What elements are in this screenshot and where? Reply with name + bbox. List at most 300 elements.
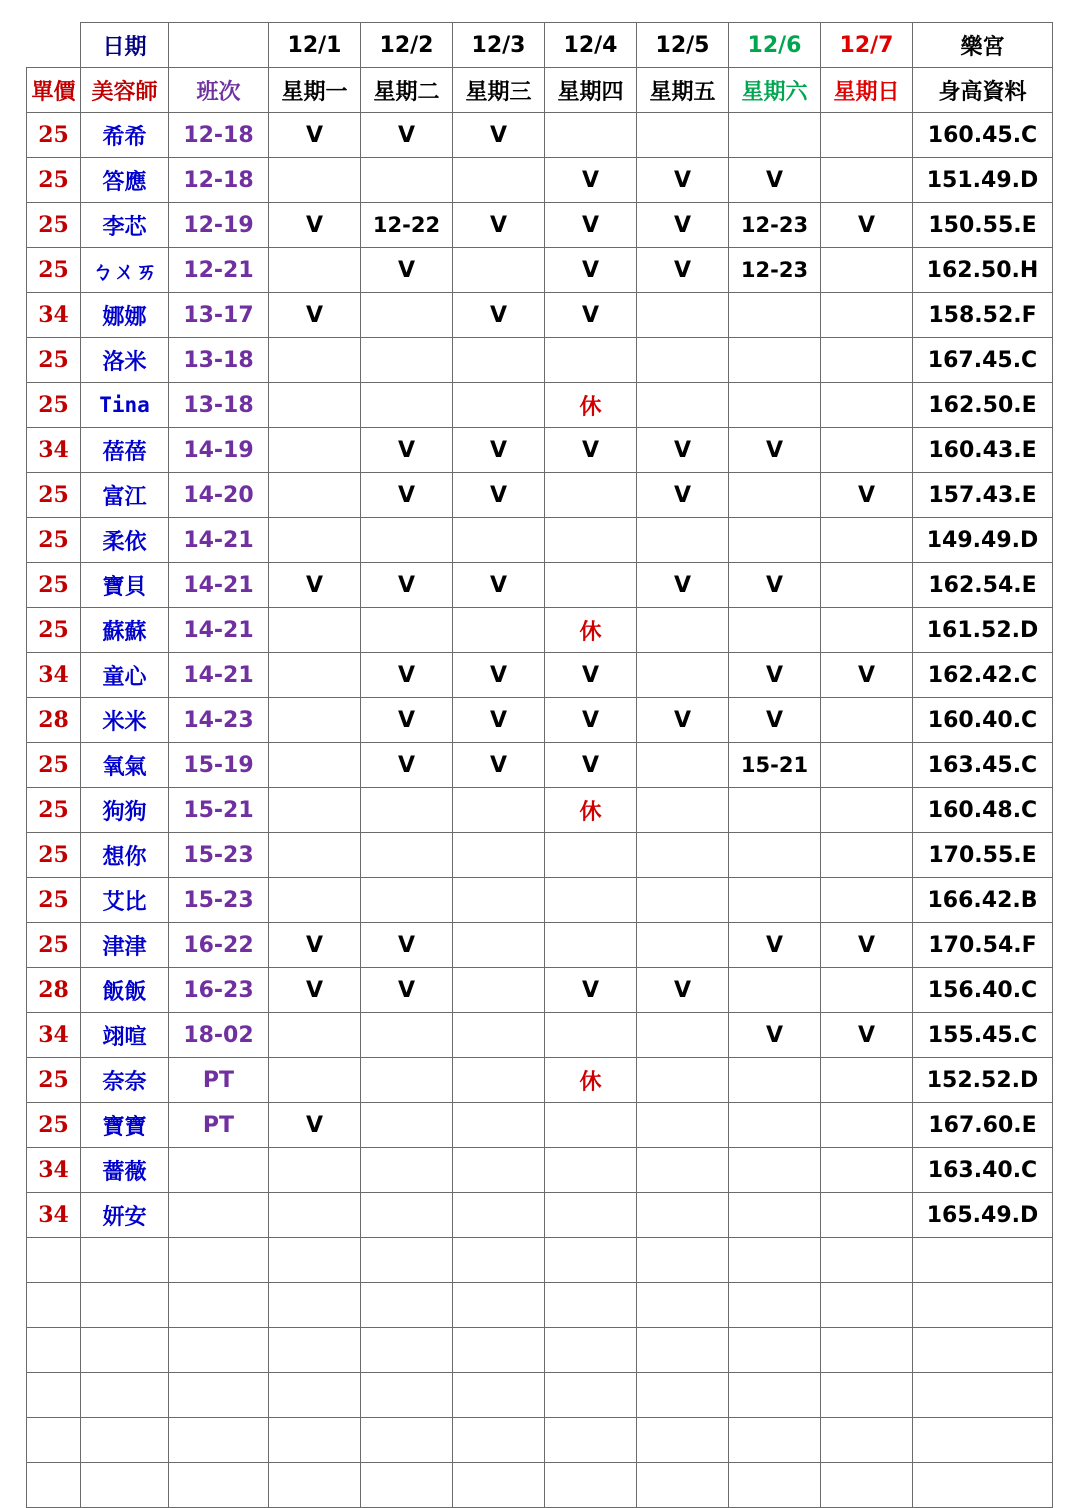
cell-day-5[interactable] bbox=[637, 1238, 729, 1283]
cell-day-7[interactable] bbox=[821, 1283, 913, 1328]
cell-unit-price[interactable]: 25 bbox=[27, 1103, 81, 1148]
cell-beautician-name[interactable] bbox=[81, 1463, 169, 1508]
cell-beautician-name[interactable]: 答應 bbox=[81, 158, 169, 203]
cell-height-info[interactable]: 170.54.F bbox=[913, 923, 1053, 968]
cell-day-6[interactable] bbox=[729, 1103, 821, 1148]
cell-day-5[interactable]: V bbox=[637, 563, 729, 608]
cell-day-3[interactable] bbox=[453, 1418, 545, 1463]
cell-day-4[interactable]: 休 bbox=[545, 383, 637, 428]
cell-day-6[interactable]: V bbox=[729, 698, 821, 743]
cell-day-2[interactable] bbox=[361, 1193, 453, 1238]
cell-day-3[interactable] bbox=[453, 1013, 545, 1058]
cell-day-4[interactable] bbox=[545, 1463, 637, 1508]
cell-day-2[interactable] bbox=[361, 1103, 453, 1148]
cell-beautician-name[interactable]: 薔薇 bbox=[81, 1148, 169, 1193]
cell-day-7[interactable] bbox=[821, 833, 913, 878]
cell-shift[interactable] bbox=[169, 1373, 269, 1418]
cell-day-7[interactable] bbox=[821, 563, 913, 608]
cell-day-5[interactable] bbox=[637, 293, 729, 338]
cell-unit-price[interactable]: 25 bbox=[27, 923, 81, 968]
cell-day-5[interactable]: V bbox=[637, 248, 729, 293]
cell-day-2[interactable] bbox=[361, 1238, 453, 1283]
cell-shift[interactable]: 18-02 bbox=[169, 1013, 269, 1058]
cell-height-info[interactable]: 160.48.C bbox=[913, 788, 1053, 833]
cell-day-6[interactable]: V bbox=[729, 563, 821, 608]
cell-day-3[interactable] bbox=[453, 1103, 545, 1148]
cell-day-1[interactable]: V bbox=[269, 1103, 361, 1148]
cell-day-4[interactable] bbox=[545, 1418, 637, 1463]
cell-shift[interactable]: 14-21 bbox=[169, 563, 269, 608]
cell-height-info[interactable]: 167.45.C bbox=[913, 338, 1053, 383]
cell-day-3[interactable] bbox=[453, 1463, 545, 1508]
cell-height-info[interactable]: 162.54.E bbox=[913, 563, 1053, 608]
cell-beautician-name[interactable]: 氧氣 bbox=[81, 743, 169, 788]
cell-day-5[interactable] bbox=[637, 653, 729, 698]
cell-day-2[interactable] bbox=[361, 1148, 453, 1193]
cell-unit-price[interactable]: 25 bbox=[27, 383, 81, 428]
cell-shift[interactable]: 15-21 bbox=[169, 788, 269, 833]
cell-day-1[interactable] bbox=[269, 473, 361, 518]
cell-shift[interactable] bbox=[169, 1418, 269, 1463]
cell-day-5[interactable] bbox=[637, 1328, 729, 1373]
cell-day-2[interactable] bbox=[361, 518, 453, 563]
cell-day-7[interactable] bbox=[821, 248, 913, 293]
cell-day-3[interactable] bbox=[453, 788, 545, 833]
cell-day-6[interactable] bbox=[729, 1148, 821, 1193]
cell-day-6[interactable]: V bbox=[729, 653, 821, 698]
cell-day-7[interactable] bbox=[821, 1418, 913, 1463]
cell-day-4[interactable] bbox=[545, 923, 637, 968]
cell-day-2[interactable] bbox=[361, 158, 453, 203]
cell-beautician-name[interactable]: 洛米 bbox=[81, 338, 169, 383]
cell-day-3[interactable]: V bbox=[453, 698, 545, 743]
cell-day-6[interactable] bbox=[729, 968, 821, 1013]
cell-height-info[interactable]: 162.42.C bbox=[913, 653, 1053, 698]
cell-beautician-name[interactable] bbox=[81, 1283, 169, 1328]
cell-unit-price[interactable]: 34 bbox=[27, 428, 81, 473]
cell-day-2[interactable]: 12-22 bbox=[361, 203, 453, 248]
cell-beautician-name[interactable]: 蘇蘇 bbox=[81, 608, 169, 653]
cell-day-4[interactable] bbox=[545, 1013, 637, 1058]
cell-day-1[interactable] bbox=[269, 608, 361, 653]
cell-unit-price[interactable]: 25 bbox=[27, 788, 81, 833]
cell-unit-price[interactable]: 25 bbox=[27, 338, 81, 383]
cell-day-7[interactable]: V bbox=[821, 653, 913, 698]
cell-day-4[interactable] bbox=[545, 113, 637, 158]
cell-day-5[interactable] bbox=[637, 1058, 729, 1103]
cell-day-5[interactable] bbox=[637, 923, 729, 968]
cell-day-5[interactable]: V bbox=[637, 698, 729, 743]
cell-day-1[interactable] bbox=[269, 1283, 361, 1328]
cell-day-3[interactable] bbox=[453, 338, 545, 383]
cell-unit-price[interactable] bbox=[27, 1238, 81, 1283]
cell-day-5[interactable] bbox=[637, 1373, 729, 1418]
cell-shift[interactable]: 15-23 bbox=[169, 833, 269, 878]
cell-day-7[interactable] bbox=[821, 1148, 913, 1193]
cell-day-4[interactable] bbox=[545, 338, 637, 383]
cell-beautician-name[interactable]: 艾比 bbox=[81, 878, 169, 923]
cell-day-3[interactable]: V bbox=[453, 293, 545, 338]
cell-beautician-name[interactable]: 妍安 bbox=[81, 1193, 169, 1238]
cell-shift[interactable]: 14-19 bbox=[169, 428, 269, 473]
cell-day-7[interactable] bbox=[821, 698, 913, 743]
cell-day-2[interactable] bbox=[361, 1463, 453, 1508]
cell-shift[interactable] bbox=[169, 1283, 269, 1328]
cell-day-6[interactable] bbox=[729, 473, 821, 518]
cell-day-2[interactable] bbox=[361, 1013, 453, 1058]
cell-beautician-name[interactable]: 飯飯 bbox=[81, 968, 169, 1013]
cell-day-6[interactable] bbox=[729, 1058, 821, 1103]
cell-day-6[interactable] bbox=[729, 1328, 821, 1373]
cell-day-7[interactable] bbox=[821, 788, 913, 833]
cell-height-info[interactable]: 161.52.D bbox=[913, 608, 1053, 653]
cell-height-info[interactable]: 158.52.F bbox=[913, 293, 1053, 338]
cell-day-7[interactable] bbox=[821, 383, 913, 428]
cell-height-info[interactable]: 160.45.C bbox=[913, 113, 1053, 158]
cell-day-5[interactable] bbox=[637, 1193, 729, 1238]
cell-shift[interactable]: 12-18 bbox=[169, 113, 269, 158]
cell-day-6[interactable] bbox=[729, 1418, 821, 1463]
cell-day-1[interactable] bbox=[269, 158, 361, 203]
cell-beautician-name[interactable]: 童心 bbox=[81, 653, 169, 698]
cell-height-info[interactable] bbox=[913, 1463, 1053, 1508]
cell-day-2[interactable]: V bbox=[361, 923, 453, 968]
cell-day-6[interactable]: 12-23 bbox=[729, 203, 821, 248]
cell-day-3[interactable] bbox=[453, 1328, 545, 1373]
cell-shift[interactable]: 13-18 bbox=[169, 383, 269, 428]
cell-day-1[interactable]: V bbox=[269, 203, 361, 248]
cell-day-6[interactable] bbox=[729, 608, 821, 653]
cell-day-1[interactable] bbox=[269, 1193, 361, 1238]
cell-day-4[interactable] bbox=[545, 1103, 637, 1148]
cell-height-info[interactable] bbox=[913, 1283, 1053, 1328]
cell-day-7[interactable] bbox=[821, 968, 913, 1013]
cell-shift[interactable]: 14-21 bbox=[169, 608, 269, 653]
cell-height-info[interactable]: 160.40.C bbox=[913, 698, 1053, 743]
cell-unit-price[interactable]: 25 bbox=[27, 833, 81, 878]
cell-day-3[interactable] bbox=[453, 383, 545, 428]
cell-day-5[interactable]: V bbox=[637, 968, 729, 1013]
cell-beautician-name[interactable]: 蓓蓓 bbox=[81, 428, 169, 473]
cell-day-1[interactable] bbox=[269, 1148, 361, 1193]
cell-unit-price[interactable]: 25 bbox=[27, 1058, 81, 1103]
cell-unit-price[interactable]: 28 bbox=[27, 698, 81, 743]
cell-day-1[interactable] bbox=[269, 518, 361, 563]
cell-height-info[interactable]: 151.49.D bbox=[913, 158, 1053, 203]
cell-unit-price[interactable] bbox=[27, 1283, 81, 1328]
cell-day-6[interactable]: 12-23 bbox=[729, 248, 821, 293]
cell-day-6[interactable] bbox=[729, 1193, 821, 1238]
cell-day-3[interactable] bbox=[453, 1148, 545, 1193]
cell-shift[interactable] bbox=[169, 1238, 269, 1283]
cell-height-info[interactable] bbox=[913, 1328, 1053, 1373]
cell-day-1[interactable] bbox=[269, 1238, 361, 1283]
cell-day-4[interactable]: 休 bbox=[545, 1058, 637, 1103]
cell-day-5[interactable] bbox=[637, 1148, 729, 1193]
cell-beautician-name[interactable] bbox=[81, 1418, 169, 1463]
cell-day-7[interactable]: V bbox=[821, 473, 913, 518]
cell-unit-price[interactable]: 28 bbox=[27, 968, 81, 1013]
cell-beautician-name[interactable]: 米米 bbox=[81, 698, 169, 743]
cell-day-5[interactable] bbox=[637, 1418, 729, 1463]
cell-height-info[interactable]: 152.52.D bbox=[913, 1058, 1053, 1103]
cell-day-6[interactable] bbox=[729, 1238, 821, 1283]
cell-height-info[interactable]: 170.55.E bbox=[913, 833, 1053, 878]
cell-height-info[interactable] bbox=[913, 1418, 1053, 1463]
cell-day-4[interactable] bbox=[545, 878, 637, 923]
cell-day-4[interactable] bbox=[545, 1283, 637, 1328]
cell-day-3[interactable]: V bbox=[453, 203, 545, 248]
cell-day-6[interactable] bbox=[729, 788, 821, 833]
cell-day-3[interactable] bbox=[453, 878, 545, 923]
cell-beautician-name[interactable]: 娜娜 bbox=[81, 293, 169, 338]
cell-beautician-name[interactable]: 寶寶 bbox=[81, 1103, 169, 1148]
cell-beautician-name[interactable]: 奈奈 bbox=[81, 1058, 169, 1103]
cell-day-6[interactable]: V bbox=[729, 428, 821, 473]
cell-day-4[interactable]: V bbox=[545, 428, 637, 473]
cell-shift[interactable]: 15-23 bbox=[169, 878, 269, 923]
cell-day-1[interactable]: V bbox=[269, 563, 361, 608]
cell-unit-price[interactable]: 34 bbox=[27, 653, 81, 698]
cell-unit-price[interactable]: 25 bbox=[27, 203, 81, 248]
cell-beautician-name[interactable]: 柔依 bbox=[81, 518, 169, 563]
cell-height-info[interactable]: 166.42.B bbox=[913, 878, 1053, 923]
cell-day-6[interactable] bbox=[729, 1283, 821, 1328]
cell-day-3[interactable] bbox=[453, 1193, 545, 1238]
cell-day-2[interactable]: V bbox=[361, 698, 453, 743]
cell-height-info[interactable]: 163.40.C bbox=[913, 1148, 1053, 1193]
cell-day-3[interactable] bbox=[453, 518, 545, 563]
cell-day-2[interactable] bbox=[361, 383, 453, 428]
cell-day-4[interactable]: 休 bbox=[545, 788, 637, 833]
cell-height-info[interactable]: 149.49.D bbox=[913, 518, 1053, 563]
cell-beautician-name[interactable]: 寶貝 bbox=[81, 563, 169, 608]
cell-day-7[interactable] bbox=[821, 878, 913, 923]
cell-day-2[interactable]: V bbox=[361, 428, 453, 473]
cell-day-4[interactable]: V bbox=[545, 653, 637, 698]
cell-day-5[interactable] bbox=[637, 608, 729, 653]
cell-day-3[interactable] bbox=[453, 1238, 545, 1283]
cell-unit-price[interactable]: 25 bbox=[27, 608, 81, 653]
cell-day-3[interactable] bbox=[453, 833, 545, 878]
cell-day-4[interactable] bbox=[545, 473, 637, 518]
cell-day-5[interactable] bbox=[637, 743, 729, 788]
cell-day-2[interactable] bbox=[361, 788, 453, 833]
cell-day-5[interactable] bbox=[637, 383, 729, 428]
cell-day-6[interactable] bbox=[729, 1463, 821, 1508]
cell-day-3[interactable]: V bbox=[453, 563, 545, 608]
cell-day-2[interactable] bbox=[361, 608, 453, 653]
cell-day-4[interactable] bbox=[545, 1148, 637, 1193]
cell-day-4[interactable]: V bbox=[545, 743, 637, 788]
cell-height-info[interactable] bbox=[913, 1238, 1053, 1283]
cell-day-7[interactable] bbox=[821, 158, 913, 203]
cell-day-1[interactable] bbox=[269, 1373, 361, 1418]
cell-day-3[interactable]: V bbox=[453, 113, 545, 158]
cell-shift[interactable]: 14-21 bbox=[169, 518, 269, 563]
cell-beautician-name[interactable] bbox=[81, 1238, 169, 1283]
cell-day-3[interactable] bbox=[453, 923, 545, 968]
cell-day-6[interactable] bbox=[729, 113, 821, 158]
cell-shift[interactable]: 14-23 bbox=[169, 698, 269, 743]
cell-day-6[interactable] bbox=[729, 518, 821, 563]
cell-day-3[interactable] bbox=[453, 1058, 545, 1103]
cell-day-7[interactable]: V bbox=[821, 923, 913, 968]
cell-shift[interactable]: 13-18 bbox=[169, 338, 269, 383]
cell-day-4[interactable] bbox=[545, 518, 637, 563]
cell-shift[interactable]: 15-19 bbox=[169, 743, 269, 788]
cell-day-4[interactable] bbox=[545, 563, 637, 608]
cell-day-3[interactable] bbox=[453, 608, 545, 653]
cell-day-7[interactable] bbox=[821, 113, 913, 158]
cell-day-2[interactable]: V bbox=[361, 653, 453, 698]
cell-day-2[interactable] bbox=[361, 1418, 453, 1463]
cell-day-5[interactable] bbox=[637, 788, 729, 833]
cell-day-2[interactable] bbox=[361, 338, 453, 383]
cell-day-2[interactable]: V bbox=[361, 563, 453, 608]
cell-unit-price[interactable]: 25 bbox=[27, 878, 81, 923]
cell-beautician-name[interactable] bbox=[81, 1328, 169, 1373]
cell-beautician-name[interactable]: 津津 bbox=[81, 923, 169, 968]
cell-day-7[interactable] bbox=[821, 1193, 913, 1238]
cell-day-4[interactable]: V bbox=[545, 698, 637, 743]
cell-shift[interactable]: 14-20 bbox=[169, 473, 269, 518]
cell-height-info[interactable]: 167.60.E bbox=[913, 1103, 1053, 1148]
cell-day-6[interactable] bbox=[729, 1373, 821, 1418]
cell-height-info[interactable]: 162.50.H bbox=[913, 248, 1053, 293]
cell-day-3[interactable]: V bbox=[453, 473, 545, 518]
cell-day-1[interactable] bbox=[269, 1013, 361, 1058]
cell-day-2[interactable] bbox=[361, 293, 453, 338]
cell-day-1[interactable]: V bbox=[269, 293, 361, 338]
cell-day-4[interactable]: V bbox=[545, 158, 637, 203]
cell-shift[interactable]: 16-23 bbox=[169, 968, 269, 1013]
cell-shift[interactable] bbox=[169, 1148, 269, 1193]
cell-day-2[interactable] bbox=[361, 833, 453, 878]
cell-unit-price[interactable]: 25 bbox=[27, 158, 81, 203]
cell-beautician-name[interactable]: ㄅㄨㄞ bbox=[81, 248, 169, 293]
cell-height-info[interactable]: 160.43.E bbox=[913, 428, 1053, 473]
cell-unit-price[interactable]: 25 bbox=[27, 743, 81, 788]
cell-day-4[interactable]: V bbox=[545, 968, 637, 1013]
cell-day-1[interactable] bbox=[269, 383, 361, 428]
cell-unit-price[interactable]: 25 bbox=[27, 563, 81, 608]
cell-day-3[interactable] bbox=[453, 1373, 545, 1418]
cell-beautician-name[interactable]: 富江 bbox=[81, 473, 169, 518]
cell-day-2[interactable]: V bbox=[361, 743, 453, 788]
cell-day-5[interactable] bbox=[637, 1103, 729, 1148]
cell-shift[interactable]: 16-22 bbox=[169, 923, 269, 968]
cell-day-3[interactable] bbox=[453, 248, 545, 293]
cell-day-1[interactable] bbox=[269, 878, 361, 923]
cell-day-5[interactable]: V bbox=[637, 428, 729, 473]
cell-day-7[interactable] bbox=[821, 1463, 913, 1508]
cell-day-1[interactable] bbox=[269, 1328, 361, 1373]
cell-day-2[interactable] bbox=[361, 1328, 453, 1373]
cell-day-3[interactable] bbox=[453, 158, 545, 203]
cell-day-5[interactable] bbox=[637, 1463, 729, 1508]
cell-day-6[interactable]: V bbox=[729, 923, 821, 968]
cell-day-5[interactable] bbox=[637, 338, 729, 383]
cell-shift[interactable]: 14-21 bbox=[169, 653, 269, 698]
cell-day-6[interactable] bbox=[729, 293, 821, 338]
cell-day-6[interactable] bbox=[729, 878, 821, 923]
cell-day-2[interactable]: V bbox=[361, 113, 453, 158]
cell-day-1[interactable] bbox=[269, 1058, 361, 1103]
cell-day-4[interactable] bbox=[545, 1373, 637, 1418]
cell-day-7[interactable] bbox=[821, 293, 913, 338]
cell-day-1[interactable] bbox=[269, 833, 361, 878]
cell-day-1[interactable] bbox=[269, 338, 361, 383]
cell-height-info[interactable]: 156.40.C bbox=[913, 968, 1053, 1013]
cell-unit-price[interactable] bbox=[27, 1328, 81, 1373]
cell-day-1[interactable] bbox=[269, 653, 361, 698]
cell-shift[interactable]: 12-18 bbox=[169, 158, 269, 203]
cell-unit-price[interactable] bbox=[27, 1373, 81, 1418]
cell-beautician-name[interactable] bbox=[81, 1373, 169, 1418]
cell-unit-price[interactable]: 25 bbox=[27, 248, 81, 293]
cell-beautician-name[interactable]: 李芯 bbox=[81, 203, 169, 248]
cell-shift[interactable]: 12-21 bbox=[169, 248, 269, 293]
cell-day-7[interactable] bbox=[821, 608, 913, 653]
cell-beautician-name[interactable]: Tina bbox=[81, 383, 169, 428]
cell-day-2[interactable]: V bbox=[361, 248, 453, 293]
cell-day-5[interactable] bbox=[637, 833, 729, 878]
cell-height-info[interactable]: 165.49.D bbox=[913, 1193, 1053, 1238]
cell-day-4[interactable] bbox=[545, 1328, 637, 1373]
cell-day-4[interactable]: V bbox=[545, 293, 637, 338]
cell-day-7[interactable] bbox=[821, 518, 913, 563]
cell-height-info[interactable]: 155.45.C bbox=[913, 1013, 1053, 1058]
cell-height-info[interactable]: 150.55.E bbox=[913, 203, 1053, 248]
cell-unit-price[interactable]: 34 bbox=[27, 293, 81, 338]
cell-day-6[interactable]: V bbox=[729, 1013, 821, 1058]
cell-day-2[interactable]: V bbox=[361, 473, 453, 518]
cell-beautician-name[interactable]: 想你 bbox=[81, 833, 169, 878]
cell-beautician-name[interactable]: 狗狗 bbox=[81, 788, 169, 833]
cell-day-5[interactable]: V bbox=[637, 203, 729, 248]
cell-day-1[interactable] bbox=[269, 248, 361, 293]
cell-day-5[interactable]: V bbox=[637, 158, 729, 203]
cell-unit-price[interactable]: 34 bbox=[27, 1148, 81, 1193]
cell-day-1[interactable] bbox=[269, 698, 361, 743]
cell-beautician-name[interactable]: 翊喧 bbox=[81, 1013, 169, 1058]
cell-day-2[interactable]: V bbox=[361, 968, 453, 1013]
cell-shift[interactable]: PT bbox=[169, 1058, 269, 1103]
cell-day-5[interactable] bbox=[637, 1013, 729, 1058]
cell-day-7[interactable] bbox=[821, 428, 913, 473]
cell-day-1[interactable] bbox=[269, 1418, 361, 1463]
cell-day-1[interactable]: V bbox=[269, 968, 361, 1013]
cell-day-6[interactable]: V bbox=[729, 158, 821, 203]
cell-unit-price[interactable] bbox=[27, 1418, 81, 1463]
cell-day-4[interactable] bbox=[545, 1238, 637, 1283]
cell-day-1[interactable] bbox=[269, 428, 361, 473]
cell-shift[interactable] bbox=[169, 1328, 269, 1373]
cell-day-7[interactable] bbox=[821, 338, 913, 383]
cell-shift[interactable]: 12-19 bbox=[169, 203, 269, 248]
cell-day-6[interactable] bbox=[729, 338, 821, 383]
cell-day-6[interactable]: 15-21 bbox=[729, 743, 821, 788]
cell-shift[interactable] bbox=[169, 1463, 269, 1508]
cell-day-4[interactable]: 休 bbox=[545, 608, 637, 653]
cell-unit-price[interactable]: 34 bbox=[27, 1013, 81, 1058]
cell-shift[interactable]: 13-17 bbox=[169, 293, 269, 338]
cell-day-7[interactable] bbox=[821, 743, 913, 788]
cell-day-6[interactable] bbox=[729, 833, 821, 878]
cell-day-5[interactable] bbox=[637, 878, 729, 923]
cell-day-4[interactable] bbox=[545, 833, 637, 878]
